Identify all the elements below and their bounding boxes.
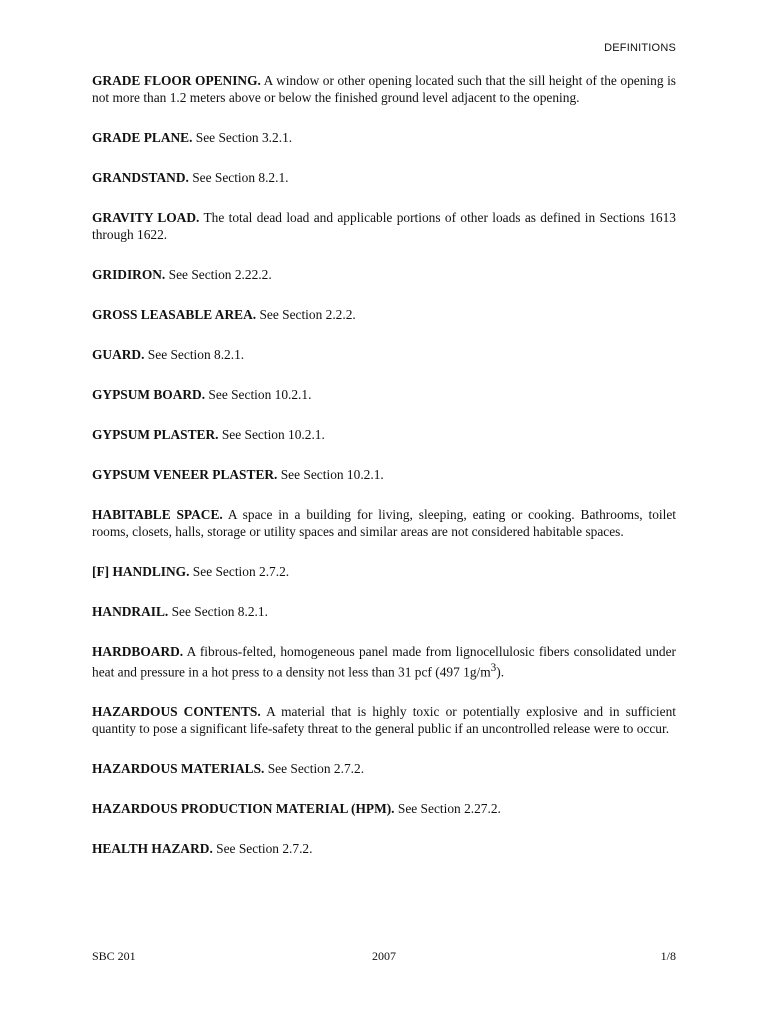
definition-entry	[92, 386, 676, 403]
definition-entry	[92, 603, 676, 620]
superscript: 3	[490, 662, 497, 674]
definition-text: See Section 2.7.2.	[212, 841, 313, 857]
definition-entry	[92, 346, 676, 363]
definition-term: GRIDIRON.	[92, 267, 166, 282]
definition-entry	[92, 800, 676, 817]
definition-text: See Section 10.2.1.	[218, 427, 325, 442]
footer-year: 2007	[372, 949, 396, 963]
definition-text: See Section 8.2.1.	[168, 604, 268, 619]
definition-entry	[92, 563, 676, 580]
definition-text: A fibrous-felted, homogeneous panel made from lignocellulosic fibers consolidated under heat and pressure in a hot press to a density not less than 31 pcf (497 1g/m	[92, 644, 676, 680]
definition-text: See Section 2.7.2.	[189, 564, 290, 579]
definition-entry	[92, 840, 676, 857]
footer-page-number: 1/8	[660, 949, 676, 963]
definition-term: GUARD.	[92, 347, 145, 362]
definition-entry	[92, 209, 676, 243]
definition-term: HEALTH HAZARD.	[92, 841, 213, 857]
definition-term: HAZARDOUS PRODUCTION MATERIAL (HPM).	[92, 801, 395, 817]
definition-term: GRADE FLOOR OPENING.	[92, 73, 261, 88]
definition-text: See Section 3.2.1.	[192, 130, 293, 145]
definition-term: HANDRAIL.	[92, 604, 169, 619]
definition-text-after: ).	[496, 664, 505, 680]
definition-text: See Section 2.7.2.	[264, 761, 365, 777]
definition-term: GROSS LEASABLE AREA.	[92, 307, 257, 322]
definition-text: See Section 8.2.1.	[144, 347, 245, 362]
definition-text: A space in a building for living, sleeping, eating or cooking. Bathrooms, toilet rooms, closets, halls, storage or utility spaces and similar areas are not considered habitable spaces.	[92, 507, 677, 539]
definition-text: See Section 10.2.1.	[277, 467, 384, 482]
definition-term: HAZARDOUS CONTENTS.	[92, 704, 261, 720]
definition-entry	[92, 703, 676, 737]
definition-entry	[92, 129, 676, 146]
footer-code: SBC 201	[92, 949, 136, 963]
definition-text: A material that is highly toxic or potentially explosive and in sufficient quantity to pose a significant life-safety threat to the general public if an uncontrolled release were to occur.	[92, 704, 676, 737]
definition-entry	[92, 506, 676, 540]
definition-entry	[92, 426, 676, 443]
definition-entry	[92, 643, 676, 680]
definition-text: A window or other opening located such that the sill height of the opening is not more than 1.2 meters above or below the finished ground level adjacent to the opening.	[92, 73, 676, 105]
definitions-list	[92, 72, 676, 880]
definition-term: HARDBOARD.	[92, 644, 184, 659]
definition-entry	[92, 266, 676, 283]
definition-term: HAZARDOUS MATERIALS.	[92, 761, 265, 777]
definition-entry	[92, 466, 676, 483]
definition-term: GRANDSTAND.	[92, 170, 189, 185]
definition-text: See Section 10.2.1.	[205, 387, 312, 402]
definition-entry	[92, 760, 676, 777]
page-header: DEFINITIONS	[604, 42, 676, 54]
definition-term: GRADE PLANE.	[92, 130, 193, 145]
definition-term: GYPSUM PLASTER.	[92, 427, 219, 442]
definition-term: GRAVITY LOAD.	[92, 210, 200, 225]
definition-text: See Section 8.2.1.	[188, 170, 289, 185]
definition-term: HABITABLE SPACE.	[92, 507, 223, 522]
definition-text: See Section 2.2.2.	[256, 307, 356, 322]
definition-term: [F] HANDLING.	[92, 564, 190, 579]
definition-text: See Section 2.27.2.	[394, 801, 501, 817]
definition-term: GYPSUM BOARD.	[92, 387, 206, 402]
page-footer	[92, 949, 676, 964]
definition-entry	[92, 306, 676, 323]
definition-text: See Section 2.22.2.	[165, 267, 272, 282]
definition-term: GYPSUM VENEER PLASTER.	[92, 467, 278, 482]
definition-entry	[92, 169, 676, 186]
definition-text: The total dead load and applicable portions of other loads as defined in Sections 1613 through 1622.	[92, 210, 676, 242]
definition-entry	[92, 72, 676, 106]
